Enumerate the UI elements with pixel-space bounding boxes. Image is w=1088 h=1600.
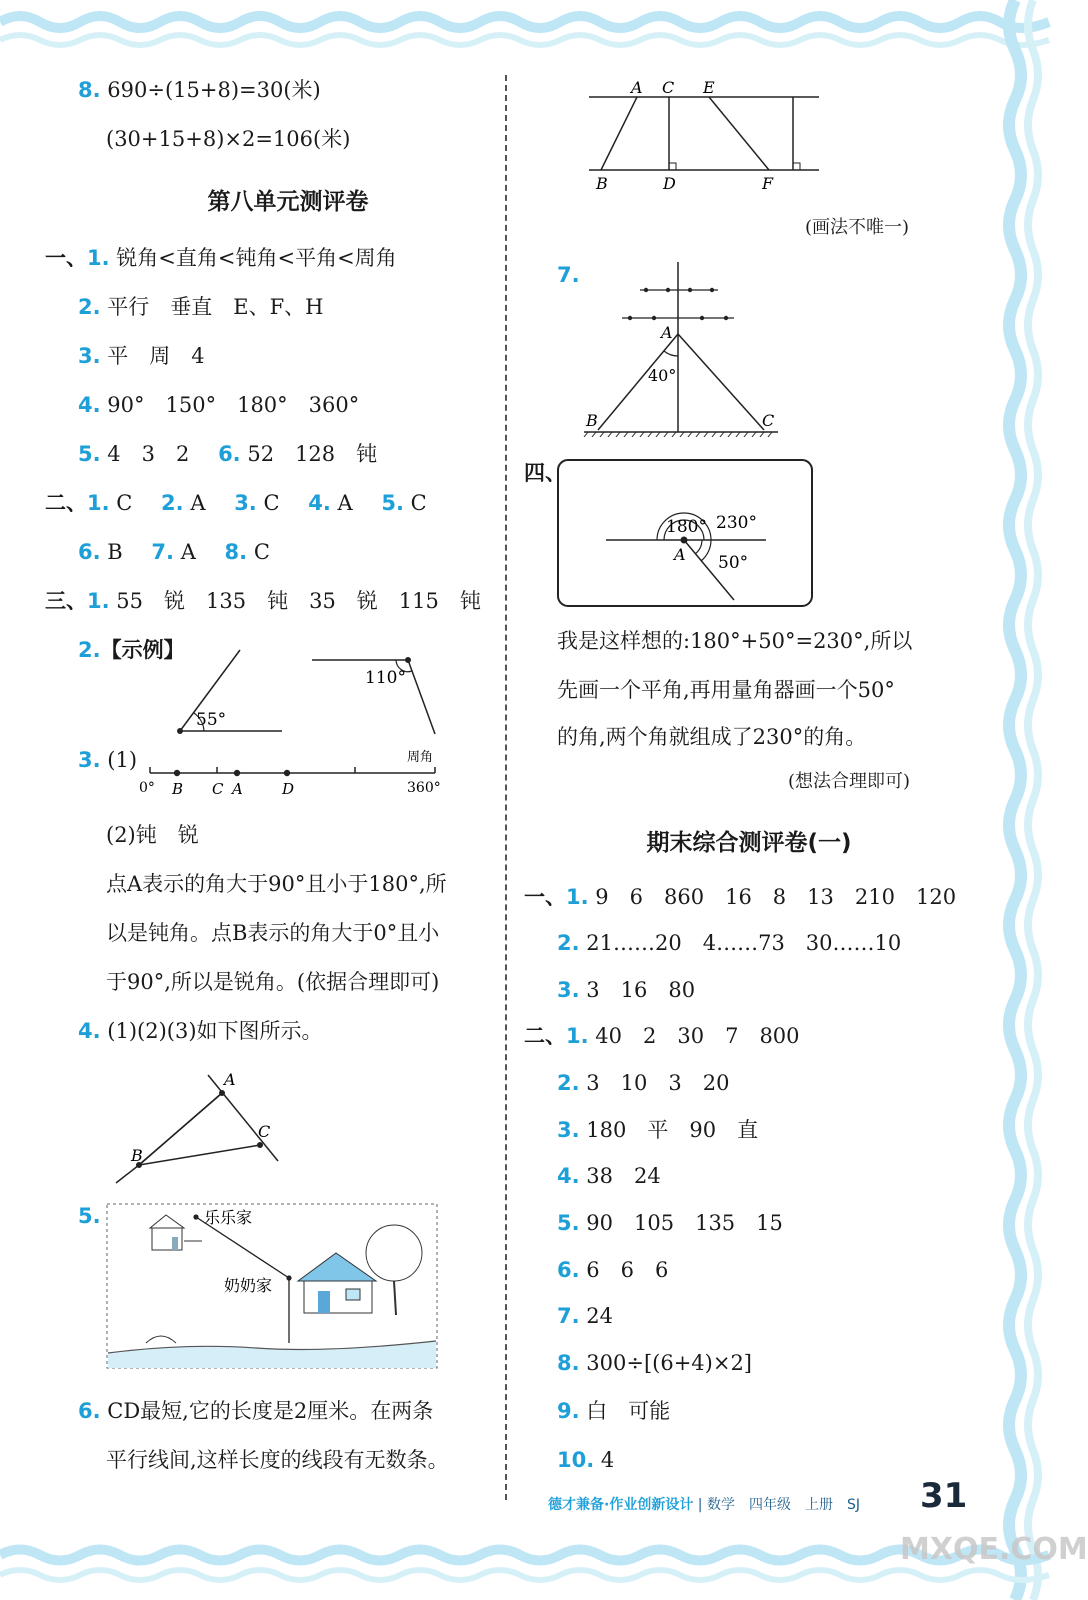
fig6-e-label: E	[703, 78, 715, 97]
f2-q7: 7. 24	[557, 1304, 614, 1328]
s4-line3: 的角,两个角就组成了230°的角。	[557, 725, 867, 749]
s4-prefix: 四、	[524, 461, 566, 485]
s3-q3-2: (2)钝 锐	[106, 823, 199, 847]
watermark: MXQE.COM	[900, 1532, 1088, 1567]
fig7-c-label: C	[762, 411, 775, 430]
s1-q1: 一、1. 锐角<直角<钝角<平角<周角	[45, 246, 397, 270]
tri-c-label: C	[258, 1122, 271, 1141]
vertex-a-label: A	[674, 545, 686, 564]
angle-230-figure	[556, 458, 818, 610]
s3-q5-number: 5.	[78, 1204, 101, 1228]
point-d-label: D	[282, 780, 295, 798]
number-line-figure	[135, 745, 455, 805]
angle-180-label: 180°	[666, 517, 707, 537]
degree-360-label: 360°	[407, 780, 441, 796]
column-divider	[505, 75, 507, 1500]
f2-q10: 10. 4	[557, 1448, 615, 1472]
fig6-c-label: C	[662, 78, 675, 97]
angle-230-label: 230°	[716, 513, 757, 533]
s1-q2: 2. 平行 垂直 E、F、H	[78, 295, 324, 319]
s1-q3: 3. 平 周 4	[78, 344, 205, 368]
f2-q6: 6. 6 6 6	[557, 1258, 669, 1282]
f2-q8: 8. 300÷[(6+4)×2]	[557, 1351, 753, 1375]
fig7-a-label: A	[661, 323, 673, 342]
right-wave-border	[995, 0, 1049, 1600]
angle-50-label: 50°	[718, 553, 749, 573]
page-footer	[548, 1494, 860, 1514]
item-number: 8.	[78, 78, 101, 102]
point-b-label: B	[172, 780, 184, 798]
f2-q1: 二、1. 40 2 30 7 800	[524, 1024, 800, 1048]
s3-q3-expl3: 于90°,所以是锐角。(依据合理即可)	[106, 970, 440, 994]
fig6-note: (画法不唯一)	[805, 217, 910, 238]
top-wave-border	[0, 0, 1049, 60]
s3-q3-expl1: 点A表示的角大于90°且小于180°,所	[106, 872, 447, 896]
q8-line1: 8. 690÷(15+8)=30(米)	[78, 78, 321, 102]
point-a-label: A	[232, 780, 243, 798]
final-exam-title: 期末综合测评卷(一)	[646, 830, 852, 856]
pole-triangle-figure	[582, 260, 782, 440]
tri-b-label: B	[131, 1146, 143, 1165]
right-q7-number: 7.	[557, 263, 580, 287]
s1-q5-q6: 5. 4 3 2 6. 52 128 钝	[78, 442, 378, 466]
page-number: 31	[920, 1476, 968, 1516]
f2-q4: 4. 38 24	[557, 1164, 661, 1188]
angle-examples-figure	[160, 628, 460, 738]
f2-q3: 3. 180 平 90 直	[557, 1118, 759, 1142]
unit8-title: 第八单元测评卷	[207, 189, 369, 215]
s3-q2: 2.【示例】	[78, 638, 185, 662]
fig7-angle-label: 40°	[648, 366, 677, 385]
s2-row2: 6. B 7. A 8. C	[78, 540, 270, 564]
lele-house-icon	[150, 1215, 202, 1250]
s2-row1: 二、1. C 2. A 3. C 4. A 5. C	[45, 491, 427, 515]
tri-a-label: A	[224, 1070, 236, 1089]
s3-q6-line2: 平行线间,这样长度的线段有无数条。	[106, 1448, 449, 1472]
f2-q5: 5. 90 105 135 15	[557, 1211, 783, 1235]
s4-note: (想法合理即可)	[788, 771, 911, 792]
map-figure	[106, 1203, 438, 1369]
nainai-home-label: 奶奶家	[224, 1276, 273, 1295]
lele-home-label: 乐乐家	[204, 1208, 253, 1227]
triangle-figure	[108, 1065, 288, 1190]
s3-q1: 三、1. 55 锐 135 钝 35 锐 115 钝	[45, 589, 481, 613]
full-angle-label: 周角	[407, 750, 434, 765]
s1-q4: 4. 90° 150° 180° 360°	[78, 393, 360, 417]
footer-subject: | 数学 四年级 上册 SJ	[697, 1497, 860, 1513]
s3-q3-label: 3. (1)	[78, 748, 138, 772]
s4-line1: 我是这样想的:180°+50°=230°,所以	[557, 629, 913, 653]
f2-q2: 2. 3 10 3 20	[557, 1071, 730, 1095]
f2-q9: 9. 白 可能	[557, 1399, 671, 1423]
fig6-b-label: B	[596, 174, 608, 193]
s3-q3-expl2: 以是钝角。点B表示的角大于0°且小	[106, 921, 440, 945]
tree-icon	[366, 1225, 422, 1315]
f1-q3: 3. 3 16 80	[557, 978, 696, 1002]
q8-line2: (30+15+8)×2=106(米)	[106, 127, 351, 151]
f1-q1: 一、1. 9 6 860 16 8 13 210 120	[524, 885, 957, 909]
fig6-d-label: D	[663, 174, 676, 193]
fig6-a-label: A	[631, 78, 643, 97]
fig6-f-label: F	[762, 174, 774, 193]
f1-q2: 2. 21……20 4……73 30……10	[557, 931, 902, 955]
angle-55-label: 55°	[196, 710, 227, 730]
bottom-wave-border	[0, 1530, 1049, 1600]
nainai-house-icon	[298, 1253, 376, 1313]
s3-q4: 4. (1)(2)(3)如下图所示。	[78, 1019, 323, 1043]
parallel-lines-figure	[585, 75, 825, 195]
s3-q6-line1: 6. CD最短,它的长度是2厘米。在两条	[78, 1399, 434, 1423]
angle-110-label: 110°	[365, 668, 406, 688]
zero-degree-label: 0°	[139, 780, 155, 796]
point-c-label: C	[212, 780, 224, 798]
fig7-b-label: B	[586, 411, 598, 430]
footer-brand: 德才兼备·作业创新设计	[548, 1497, 694, 1513]
s4-line2: 先画一个平角,再用量角器画一个50°	[557, 678, 895, 702]
